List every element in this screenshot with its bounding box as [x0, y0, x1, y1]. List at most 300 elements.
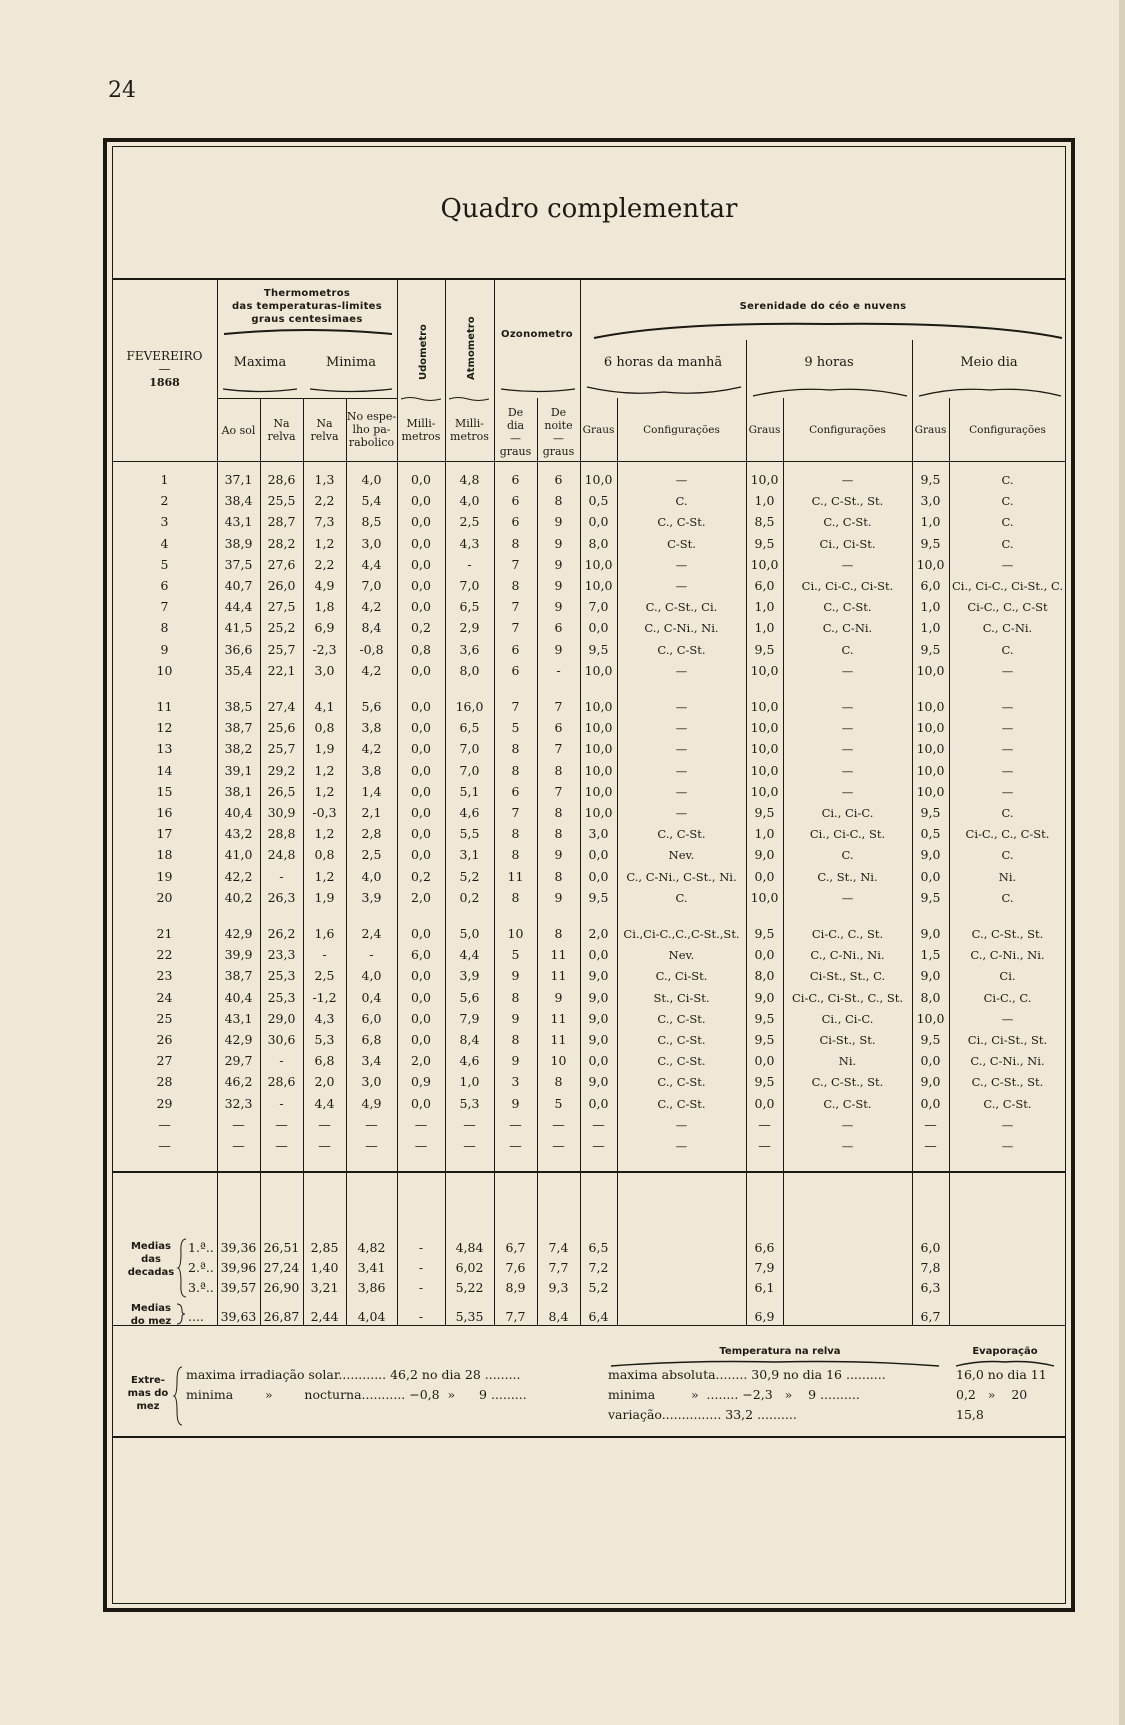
cell-config-md: Ci., Ci-C., Ci-St., C.	[951, 579, 1064, 593]
cell-max-ao-sol: 40,2	[224, 890, 253, 905]
summary-ozono-noite: 7,7	[548, 1260, 569, 1275]
cell-config-md: Ci-C., C., C-St	[967, 600, 1048, 614]
cell-config-9h: C., C-St., St.	[811, 494, 884, 508]
summary-min-espelho: 3,41	[357, 1260, 386, 1275]
cell-min-espelho: 4,0	[361, 472, 382, 487]
cell-min-na-relva: 2,0	[314, 1074, 335, 1089]
cell-graus-6h: 10,0	[584, 557, 613, 572]
col-noite-line: De	[550, 406, 567, 419]
udometro-label: Udometro	[418, 324, 429, 380]
cell-ozono-noite: 6	[554, 472, 563, 487]
cell-max-na-relva: 28,8	[267, 826, 296, 841]
cell-day: 10	[156, 663, 173, 678]
cell-config-md: C.	[1001, 848, 1014, 862]
table-row	[0, 1072, 1125, 1092]
summary-udometro: -	[418, 1280, 424, 1295]
month-label	[112, 350, 217, 389]
cell-ozono-dia: 5	[511, 720, 520, 735]
cell-udometro: 0,0	[411, 847, 431, 862]
cell-config-md: C.	[1001, 515, 1014, 529]
ozonometro-label: Ozonometro	[501, 329, 573, 340]
cell-graus-6h: 9,5	[588, 642, 609, 657]
cell-ozono-dia: 3	[511, 1074, 520, 1089]
cell-ozono-noite: 7	[554, 699, 563, 714]
cell-graus-6h: 0,0	[588, 947, 609, 962]
cell-day: 11	[156, 699, 173, 714]
cell-udometro: 0,0	[411, 741, 431, 756]
cell-min-na-relva: 2,2	[314, 557, 335, 572]
cell-max-ao-sol: —	[232, 1138, 245, 1153]
serenidade-brace	[592, 318, 1064, 340]
summary-graus-9h: 6,1	[754, 1280, 775, 1295]
cell-graus-md: 1,0	[920, 599, 941, 614]
cell-graus-md: 6,0	[920, 578, 941, 593]
cell-day: 17	[156, 826, 173, 841]
cell-min-na-relva: —	[318, 1138, 331, 1153]
cell-max-na-relva: 25,3	[267, 968, 296, 983]
cell-udometro: 0,0	[411, 968, 431, 983]
cell-ozono-noite: 8	[554, 805, 563, 820]
cell-graus-6h: 10,0	[584, 699, 613, 714]
summary-graus-9h: 6,9	[754, 1309, 775, 1324]
cell-config-md: Ci-C., C.	[983, 991, 1032, 1005]
cell-day: 20	[156, 890, 173, 905]
cell-day: 28	[156, 1074, 173, 1089]
table-row	[0, 1094, 1125, 1114]
column-rule	[346, 398, 347, 1325]
cell-max-ao-sol: 38,2	[224, 741, 253, 756]
cell-atmometro: 6,5	[459, 720, 480, 735]
cell-graus-md: 10,0	[916, 663, 945, 678]
col-espelho-line: No espe-	[346, 410, 397, 423]
cell-udometro: 0,0	[411, 1011, 431, 1026]
summary-graus-md: 6,7	[920, 1309, 941, 1324]
minima-brace	[309, 388, 393, 396]
col-milli-line: Milli-	[454, 417, 485, 430]
cell-atmometro: 4,8	[459, 472, 480, 487]
cell-min-espelho: 2,5	[361, 847, 382, 862]
cell-max-ao-sol: 43,1	[224, 1011, 253, 1026]
cell-ozono-noite: 8	[554, 926, 563, 941]
summary-min-na-relva: 1,40	[310, 1260, 339, 1275]
cell-graus-md: 10,0	[916, 763, 945, 778]
cell-graus-6h: 7,0	[588, 599, 609, 614]
cell-max-ao-sol: 38,7	[224, 968, 253, 983]
cell-config-9h: —	[841, 664, 854, 678]
cell-graus-6h: 10,0	[584, 741, 613, 756]
summary-min-na-relva: 3,21	[310, 1280, 339, 1295]
cell-graus-6h: 0,0	[588, 847, 609, 862]
cell-ozono-dia: 6	[511, 493, 520, 508]
cell-max-na-relva: 24,8	[267, 847, 296, 862]
extremas-line1-right: 16,0 no dia 11	[956, 1367, 1047, 1382]
cell-udometro: 0,2	[411, 869, 431, 884]
cell-min-espelho: 8,4	[361, 620, 382, 635]
cell-ozono-dia: 6	[511, 784, 520, 799]
cell-ozono-noite: 8	[554, 493, 563, 508]
summary-ozono-dia: 7,7	[505, 1309, 526, 1324]
cell-ozono-noite: —	[552, 1138, 565, 1153]
summary-config-6h	[617, 1238, 746, 1258]
cell-ozono-noite: 7	[554, 784, 563, 799]
cell-ozono-dia: 9	[511, 1096, 520, 1111]
cell-ozono-dia: 8	[511, 1032, 520, 1047]
summary-graus-6h: 6,4	[588, 1309, 609, 1324]
cell-graus-md: 9,0	[920, 847, 941, 862]
cell-graus-6h: 10,0	[584, 472, 613, 487]
col-dia-dash: —	[510, 432, 521, 445]
cell-config-9h: Ci., Ci-St.	[819, 537, 876, 551]
table-row	[0, 576, 1125, 596]
cell-graus-9h: 0,0	[754, 1096, 775, 1111]
cell-min-espelho: 8,5	[361, 514, 382, 529]
extremas-label	[118, 1374, 178, 1413]
table-row	[0, 924, 1125, 944]
cell-udometro: 0,0	[411, 699, 431, 714]
serenidade-heading: Serenidade do céo e nuvens	[739, 301, 907, 312]
table-row	[0, 803, 1125, 823]
cell-max-na-relva: 28,6	[267, 472, 296, 487]
cell-graus-md: 8,0	[920, 990, 941, 1005]
summary-graus-9h: 6,6	[754, 1240, 775, 1255]
cell-ozono-noite: 8	[554, 826, 563, 841]
summary-ozono-noite: 7,4	[548, 1240, 569, 1255]
cell-min-na-relva: 3,0	[314, 663, 335, 678]
cell-graus-6h: 8,0	[588, 536, 609, 551]
col-milli-line: Milli-	[406, 417, 436, 430]
cell-atmometro: 7,0	[459, 578, 480, 593]
udometro-wave	[400, 396, 442, 402]
cell-max-na-relva: 27,5	[267, 599, 296, 614]
column-rule	[580, 278, 581, 1325]
cell-min-na-relva: 1,2	[314, 869, 335, 884]
cell-graus-6h: 9,0	[588, 1074, 609, 1089]
cell-max-ao-sol: 39,9	[224, 947, 253, 962]
summary-atmometro: 6,02	[455, 1260, 484, 1275]
cell-max-ao-sol: 38,5	[224, 699, 253, 714]
cell-graus-9h: 1,0	[754, 599, 775, 614]
cell-config-6h: C., C-Ni., Ni.	[644, 621, 719, 635]
cell-udometro: 0,0	[411, 536, 431, 551]
maxima-brace	[222, 388, 298, 396]
cell-graus-9h: 1,0	[754, 826, 775, 841]
cell-graus-md: 1,0	[920, 514, 941, 529]
cell-ozono-noite: 9	[554, 990, 563, 1005]
cell-max-ao-sol: 35,4	[224, 663, 253, 678]
cell-atmometro: 5,0	[459, 926, 480, 941]
col-config-9h: Configurações	[809, 424, 886, 436]
extremas-line3-right: 15,8	[956, 1407, 984, 1422]
cell-day: —	[158, 1117, 171, 1132]
cell-config-6h: C., C-Ni., C-St., Ni.	[626, 870, 737, 884]
cell-max-ao-sol: 42,9	[224, 1032, 253, 1047]
cell-graus-6h: 9,5	[588, 890, 609, 905]
summary-graus-md: 7,8	[920, 1260, 941, 1275]
cell-day: 6	[160, 578, 169, 593]
table-row	[0, 618, 1125, 638]
cell-max-ao-sol: 32,3	[224, 1096, 253, 1111]
cell-config-6h: C.	[675, 891, 688, 905]
cell-graus-6h: 9,0	[588, 1011, 609, 1026]
extremas-label-line: mez	[136, 1401, 160, 1412]
cell-config-9h: —	[841, 1139, 854, 1153]
cell-day: 23	[156, 968, 173, 983]
cell-day: 8	[160, 620, 169, 635]
minima-label: Minima	[325, 355, 377, 370]
cell-ozono-noite: 8	[554, 1074, 563, 1089]
cell-graus-md: 10,0	[916, 557, 945, 572]
cell-atmometro: 1,0	[459, 1074, 480, 1089]
summary-graus-md: 6,3	[920, 1280, 941, 1295]
decadas-brace	[178, 1238, 188, 1298]
cell-max-na-relva: 26,3	[267, 890, 296, 905]
extremas-line1-mid: maxima absoluta........ 30,9 no dia 16 ..........	[608, 1367, 886, 1382]
cell-graus-9h: 10,0	[750, 890, 779, 905]
data-bottom-rule	[112, 1171, 1066, 1173]
column-rule	[912, 340, 913, 1325]
cell-day: 19	[156, 869, 173, 884]
column-rule	[783, 398, 784, 1325]
header-bottom-rule	[112, 461, 1066, 462]
summary-ozono-dia: 6,7	[505, 1240, 526, 1255]
cell-min-na-relva: 7,3	[314, 514, 335, 529]
cell-graus-md: 3,0	[920, 493, 941, 508]
table-row	[0, 597, 1125, 617]
medias-decadas-line: das	[141, 1254, 161, 1265]
extremas-line2-mid: minima » ........ −2,3 » 9 ..........	[608, 1387, 860, 1402]
summary-max-na-relva: 26,87	[263, 1309, 300, 1324]
cell-graus-md: 10,0	[916, 741, 945, 756]
table-row	[0, 845, 1125, 865]
ozonometro-brace	[500, 388, 576, 396]
cell-min-na-relva: —	[318, 1117, 331, 1132]
cell-config-9h: Ci-C., C., St.	[811, 927, 884, 941]
cell-min-na-relva: 6,9	[314, 620, 335, 635]
cell-config-9h: Ci., Ci-C.	[821, 1012, 874, 1026]
summary-graus-9h: 7,9	[754, 1260, 775, 1275]
col-espelho	[346, 410, 397, 449]
summary-max-ao-sol: 39,96	[220, 1260, 257, 1275]
cell-max-ao-sol: 38,1	[224, 784, 253, 799]
cell-udometro: 2,0	[411, 1053, 431, 1068]
cell-max-na-relva: 25,2	[267, 620, 296, 635]
cell-atmometro: 7,0	[459, 741, 480, 756]
col-ao-sol: Ao sol	[221, 424, 256, 437]
column-rule	[217, 278, 218, 1325]
cell-config-md: —	[1001, 742, 1014, 756]
cell-min-na-relva: 5,3	[314, 1032, 335, 1047]
extremas-brace	[174, 1366, 184, 1426]
cell-graus-9h: 9,5	[754, 926, 775, 941]
cell-udometro: 0,2	[411, 620, 431, 635]
summary-max-ao-sol: 39,63	[220, 1309, 257, 1324]
cell-atmometro: —	[463, 1117, 476, 1132]
cell-graus-md: 1,0	[920, 620, 941, 635]
summary-config-6h	[617, 1278, 746, 1298]
cell-graus-6h: 0,0	[588, 1096, 609, 1111]
summary-max-na-relva: 26,90	[263, 1280, 300, 1295]
cell-config-6h: C., C-St.	[657, 1012, 706, 1026]
cell-config-md: C.	[1001, 473, 1014, 487]
cell-ozono-dia: 6	[511, 642, 520, 657]
col-na-relva-line: relva	[310, 430, 339, 443]
cell-graus-9h: 1,0	[754, 620, 775, 635]
cell-graus-6h: 9,0	[588, 1032, 609, 1047]
cell-atmometro: 5,2	[459, 869, 480, 884]
cell-atmometro: 5,3	[459, 1096, 480, 1111]
summary-ozono-dia: 8,9	[505, 1280, 526, 1295]
maxima-label: Maxima	[233, 355, 287, 370]
cell-config-6h: —	[675, 764, 688, 778]
cell-udometro: 0,0	[411, 926, 431, 941]
col-graus-md: Graus	[914, 424, 947, 436]
cell-max-ao-sol: 38,7	[224, 720, 253, 735]
summary-row	[0, 1278, 1125, 1298]
cell-graus-md: 10,0	[916, 784, 945, 799]
cell-max-na-relva: 23,3	[267, 947, 296, 962]
summary-graus-6h: 5,2	[588, 1280, 609, 1295]
cell-atmometro: 7,9	[459, 1011, 480, 1026]
table-row	[0, 1051, 1125, 1071]
cell-graus-md: 0,5	[920, 826, 941, 841]
cell-ozono-dia: 8	[511, 826, 520, 841]
cell-ozono-noite: 6	[554, 720, 563, 735]
cell-config-6h: —	[675, 473, 688, 487]
cell-atmometro: 6,5	[459, 599, 480, 614]
cell-config-md: —	[1001, 721, 1014, 735]
cell-min-na-relva: 1,9	[314, 890, 335, 905]
table-row	[0, 945, 1125, 965]
cell-config-md: —	[1001, 1118, 1014, 1132]
cell-min-espelho: 4,0	[361, 968, 382, 983]
cell-min-espelho: 4,4	[361, 557, 382, 572]
cell-config-9h: —	[841, 785, 854, 799]
summary-atmometro: 5,35	[455, 1309, 484, 1324]
table-row	[0, 824, 1125, 844]
cell-graus-6h: 10,0	[584, 763, 613, 778]
summary-graus-md: 6,0	[920, 1240, 941, 1255]
atmometro-wave	[448, 396, 490, 402]
cell-graus-9h: 9,5	[754, 1011, 775, 1026]
cell-config-md: —	[1001, 764, 1014, 778]
column-rule	[494, 278, 495, 1325]
cell-graus-9h: 9,5	[754, 1074, 775, 1089]
cell-ozono-noite: 8	[554, 763, 563, 778]
cell-ozono-dia: 7	[511, 557, 520, 572]
table-row	[0, 534, 1125, 554]
cell-atmometro: 8,0	[459, 663, 480, 678]
cell-day: 26	[156, 1032, 173, 1047]
cell-graus-6h: 10,0	[584, 578, 613, 593]
cell-config-md: —	[1001, 1139, 1014, 1153]
cell-min-na-relva: 2,5	[314, 968, 335, 983]
cell-config-9h: C.	[841, 848, 854, 862]
cell-udometro: 0,0	[411, 663, 431, 678]
cell-config-9h: —	[841, 742, 854, 756]
summary-config-md	[949, 1238, 1066, 1258]
cell-atmometro: —	[463, 1138, 476, 1153]
cell-graus-9h: 9,5	[754, 642, 775, 657]
col-milli-line: metros	[450, 430, 489, 443]
seis-horas-label: 6 horas da manhã	[603, 355, 723, 370]
cell-config-6h: C., C-St.	[657, 1097, 706, 1111]
cell-udometro: 0,8	[411, 642, 431, 657]
cell-graus-9h: 9,5	[754, 1032, 775, 1047]
cell-ozono-noite: 6	[554, 620, 563, 635]
cell-graus-9h: 8,5	[754, 514, 775, 529]
table-row	[0, 697, 1125, 717]
cell-max-na-relva: -	[279, 869, 284, 884]
col-config-md: Configurações	[969, 424, 1046, 436]
cell-config-9h: —	[841, 558, 854, 572]
cell-ozono-dia: 10	[507, 926, 524, 941]
cell-ozono-dia: 7	[511, 599, 520, 614]
cell-max-na-relva: -	[279, 1053, 284, 1068]
cell-config-md: C.	[1001, 891, 1014, 905]
cell-graus-6h: 9,0	[588, 990, 609, 1005]
cell-config-md: Ci.	[999, 969, 1016, 983]
cell-min-espelho: -	[369, 947, 374, 962]
nove-horas-brace	[752, 386, 908, 398]
cell-config-9h: —	[841, 891, 854, 905]
cell-ozono-noite: 9	[554, 642, 563, 657]
cell-ozono-noite: 9	[554, 514, 563, 529]
cell-graus-9h: —	[758, 1117, 771, 1132]
cell-min-na-relva: -1,2	[312, 990, 337, 1005]
cell-atmometro: 4,4	[459, 947, 480, 962]
cell-day: 1	[160, 472, 169, 487]
cell-config-6h: C., C-St.	[657, 1033, 706, 1047]
cell-max-na-relva: 27,6	[267, 557, 296, 572]
col-udometro-milli	[397, 417, 445, 443]
cell-max-ao-sol: 46,2	[224, 1074, 253, 1089]
cell-config-md: Ci., Ci-St., St.	[967, 1033, 1048, 1047]
col-dia-graus: graus	[499, 445, 532, 458]
cell-ozono-noite: 10	[550, 1053, 567, 1068]
summary-period: ....	[188, 1309, 204, 1324]
cell-max-ao-sol: 38,9	[224, 536, 253, 551]
summary-config-9h	[783, 1278, 912, 1298]
cell-graus-9h: 9,0	[754, 847, 775, 862]
meio-dia-label: Meio dia	[960, 355, 1018, 370]
cell-config-6h: C., C-St.	[657, 827, 706, 841]
cell-udometro: 0,0	[411, 578, 431, 593]
col-na-relva-min	[303, 417, 346, 443]
table-row	[0, 555, 1125, 575]
cell-config-md: C., C-Ni.	[982, 621, 1033, 635]
summary-config-9h	[783, 1307, 912, 1327]
cell-max-na-relva: 25,5	[267, 493, 296, 508]
cell-max-ao-sol: 43,2	[224, 826, 253, 841]
cell-max-na-relva: 25,7	[267, 741, 296, 756]
cell-day: 16	[156, 805, 173, 820]
cell-graus-6h: 9,0	[588, 968, 609, 983]
cell-min-espelho: —	[365, 1138, 378, 1153]
cell-config-6h: —	[675, 1118, 688, 1132]
cell-graus-md: 9,5	[920, 472, 941, 487]
cell-graus-md: 0,0	[920, 1096, 941, 1111]
cell-graus-9h: 0,0	[754, 869, 775, 884]
cell-max-ao-sol: 43,1	[224, 514, 253, 529]
table-row	[0, 867, 1125, 887]
medias-mez-line: Medias	[130, 1303, 172, 1314]
summary-max-ao-sol: 39,36	[220, 1240, 257, 1255]
cell-config-9h: Ci., Ci-C., St.	[809, 827, 886, 841]
summary-max-ao-sol: 39,57	[220, 1280, 257, 1295]
cell-max-ao-sol: 41,0	[224, 847, 253, 862]
cell-min-espelho: 2,8	[361, 826, 382, 841]
cell-ozono-noite: 9	[554, 599, 563, 614]
